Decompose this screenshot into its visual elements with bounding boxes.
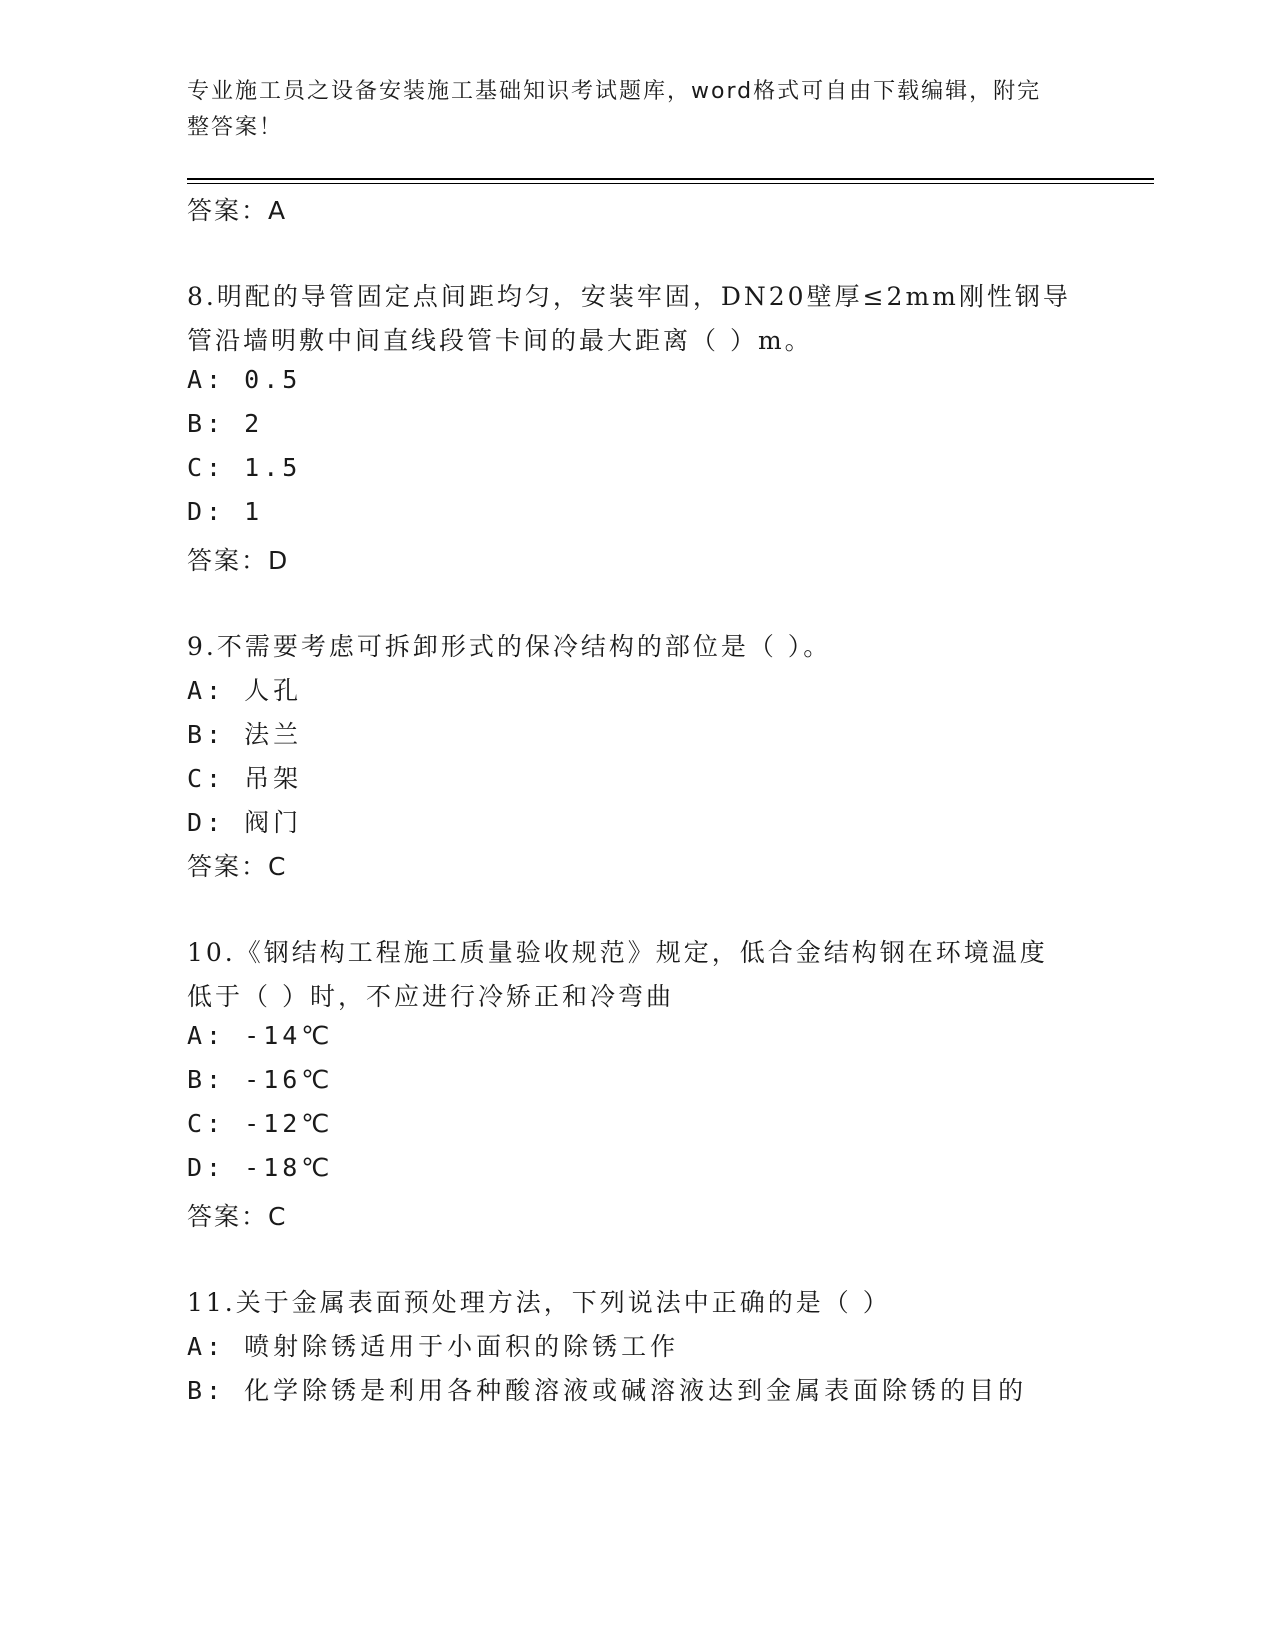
question-9-stem-line-1: 9.不需要考虑可拆卸形式的保冷结构的部位是（ ）。 — [187, 632, 832, 661]
question-8-stem-line-2: 管沿墙明敷中间直线段管卡间的最大距离（ ）m。 — [187, 326, 813, 355]
question-9-option-b: B: 法兰 — [187, 720, 303, 749]
question-8-option-d: D: 1 — [187, 497, 264, 526]
header-title-line-1: 专业施工员之设备安装施工基础知识考试题库，word格式可自由下载编辑，附完 — [187, 79, 1042, 104]
question-11-stem-line-1: 11.关于金属表面预处理方法，下列说法中正确的是（ ） — [187, 1288, 891, 1317]
question-9-option-a: A: 人孔 — [187, 676, 303, 705]
header-title-line-2: 整答案！ — [187, 115, 284, 140]
question-8-option-b: B: 2 — [187, 409, 264, 438]
header-divider-thin — [187, 183, 1154, 184]
question-8-option-a: A: 0.5 — [187, 365, 302, 394]
question-10-option-a: A: -14℃ — [187, 1021, 334, 1050]
document-header — [187, 74, 1067, 146]
question-9-option-d: D: 阀门 — [187, 808, 303, 837]
question-10-option-c: C: -12℃ — [187, 1109, 334, 1138]
question-8-answer: 答案：D — [187, 546, 290, 575]
question-9-answer: 答案：C — [187, 852, 288, 881]
previous-answer: 答案：A — [187, 196, 288, 225]
question-10-option-d: D: -18℃ — [187, 1153, 334, 1182]
question-10-option-b: B: -16℃ — [187, 1065, 334, 1094]
question-9-option-c: C: 吊架 — [187, 764, 303, 793]
question-8-option-c: C: 1.5 — [187, 453, 302, 482]
question-10-stem-line-1: 10.《钢结构工程施工质量验收规范》规定，低合金结构钢在环境温度 — [187, 938, 1048, 967]
question-11-option-a: A: 喷射除锈适用于小面积的除锈工作 — [187, 1332, 680, 1361]
header-divider-thick — [187, 178, 1154, 180]
question-8-stem-line-1: 8.明配的导管固定点间距均匀，安装牢固，DN20壁厚≤2mm刚性钢导 — [187, 282, 1071, 311]
question-10-stem-line-2: 低于（ ）时，不应进行冷矫正和冷弯曲 — [187, 982, 674, 1011]
question-10-answer: 答案：C — [187, 1202, 288, 1231]
question-11-option-b: B: 化学除锈是利用各种酸溶液或碱溶液达到金属表面除锈的目的 — [187, 1376, 1028, 1405]
